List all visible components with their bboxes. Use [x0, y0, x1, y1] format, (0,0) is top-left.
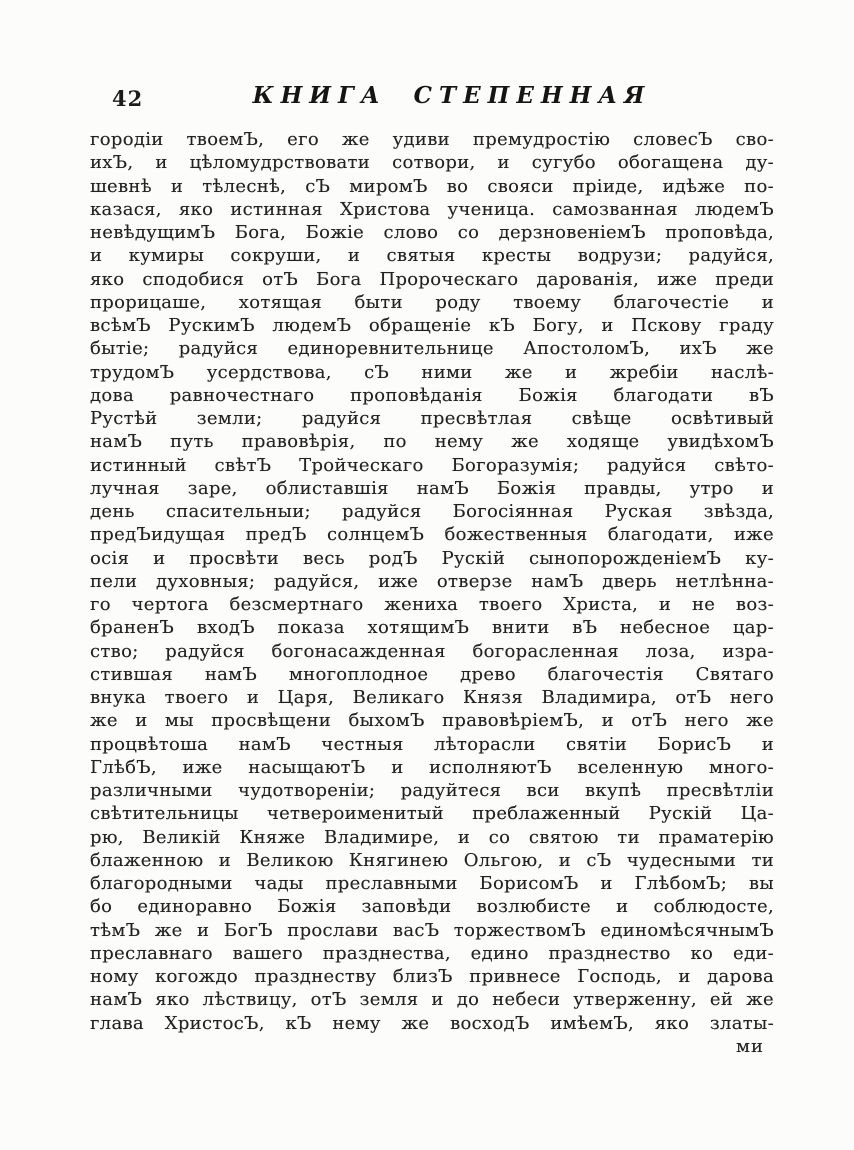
text-line: казася, яко истинная Христова ученица. самозванная людемЪ	[90, 198, 774, 220]
text-line: различными чудотвореніи; радуйтеся вси вкупѣ пресвѣтліи	[90, 780, 774, 801]
text-line: истинный свѣтЪ Тройческаго Богоразумія; радуйся свѣто-	[90, 454, 774, 476]
text-line: намЪ яко лѣствицу, отЪ земля и до небеси утверженну, ей же	[90, 989, 774, 1011]
text-line: лучная заре, облиставшія намЪ Божія правды, утро и	[90, 477, 774, 499]
text-line: дова равночестнаго проповѣданія Божія благодати вЪ	[90, 384, 774, 406]
text-line: ГлѣбЪ, иже насыщаютЪ и исполняютЪ вселенную много-	[90, 756, 774, 778]
text-line: городіи твоемЪ, его же удиви премудростію словесЪ сво-	[90, 129, 774, 150]
text-line: всѣмЪ РускимЪ людемЪ обращеніе кЪ Богу, и Пскову граду	[90, 315, 774, 336]
text-line: глава ХристосЪ, кЪ нему же восходЪ имѣемЪ, яко златы-	[90, 1012, 774, 1034]
text-line: стившая намЪ многоплодное древо благочестія Святаго	[90, 663, 774, 685]
text-line: го чертога безсмертнаго жениха твоего Христа, и не воз-	[90, 594, 774, 615]
text-line: браненЪ входЪ показа хотящимЪ внити вЪ небесное цар-	[90, 617, 774, 639]
page-header	[0, 82, 854, 112]
body-text	[90, 128, 774, 1035]
text-line: Рустѣй земли; радуйся пресвѣтлая свѣще освѣтивый	[90, 408, 774, 429]
text-line: яко сподобися отЪ Бога Пророческаго дарованія, иже преди	[90, 268, 774, 290]
text-line: предЪидущая предЪ солнцемЪ божественныя благодати, иже	[90, 524, 774, 546]
text-line: внука твоего и Царя, Великаго Князя Владимира, отЪ него	[90, 687, 774, 708]
text-line: тѣмЪ же и БогЪ прослави васЪ торжествомЪ единомѣсячнымЪ	[90, 919, 774, 941]
text-line: блаженною и Великою Княгинею Ольгою, и сЪ чудесными ти	[90, 849, 774, 871]
text-line: и кумиры сокруши, и святыя кресты водрузи; радуйся,	[90, 245, 774, 267]
text-line: прорицаше, хотящая быти роду твоему благочестіе и	[90, 291, 774, 313]
text-line: шевнѣ и тѣлеснѣ, сЪ миромЪ во свояси пріиде, идѣже по-	[90, 175, 774, 197]
text-line: невѣдущимЪ Бога, Божіе слово со дерзновеніемЪ проповѣда,	[90, 222, 774, 243]
text-line: осія и просвѣти весь родЪ Рускій сынопорожденіемЪ ку-	[90, 547, 774, 569]
text-line: ихЪ, и цѣломудрствовати сотвори, и сугубо обогащена ду-	[90, 152, 774, 174]
text-line: пели духовныя; радуйся, иже отверзе намЪ дверь нетлѣнна-	[90, 570, 774, 592]
text-line: процвѣтоша намЪ честныя лѣторасли святіи БорисЪ и	[90, 733, 774, 755]
text-line: ному когождо празднеству близЪ привнесе Господь, и дарова	[90, 966, 774, 987]
running-title: КНИГА СТЕПЕННАЯ	[252, 82, 652, 109]
page-number: 42	[112, 86, 144, 111]
text-line: трудомЪ усердствова, сЪ ними же и жребіи наслѣ-	[90, 361, 774, 383]
text-line: благородными чады преславными БорисомЪ и ГлѣбомЪ; вы	[90, 873, 774, 894]
text-line: преславнаго вашего празднества, едино празднество ко еди-	[90, 942, 774, 964]
text-line: бытіе; радуйся единоревнительнице АпостоломЪ, ихЪ же	[90, 338, 774, 360]
text-line: бо единоравно Божія заповѣди возлюбисте и соблюдосте,	[90, 896, 774, 918]
text-line: день спасительныи; радуйся Богосіянная Руская звѣзда,	[90, 501, 774, 522]
catchword: ми	[736, 1036, 764, 1057]
text-line: намЪ путь правовѣрія, по нему же ходяще увидѣхомЪ	[90, 431, 774, 453]
text-line: же и мы просвѣщени быхомЪ правовѣріемЪ, и отЪ него же	[90, 710, 774, 732]
text-line: свѣтительницы четвероименитый преблаженный Рускій Ца-	[90, 803, 774, 825]
text-line: ство; радуйся богонасажденная богорасленная лоза, изра-	[90, 640, 774, 662]
text-line: рю, Великій Княже Владимире, и со святою ти праматерію	[90, 826, 774, 848]
